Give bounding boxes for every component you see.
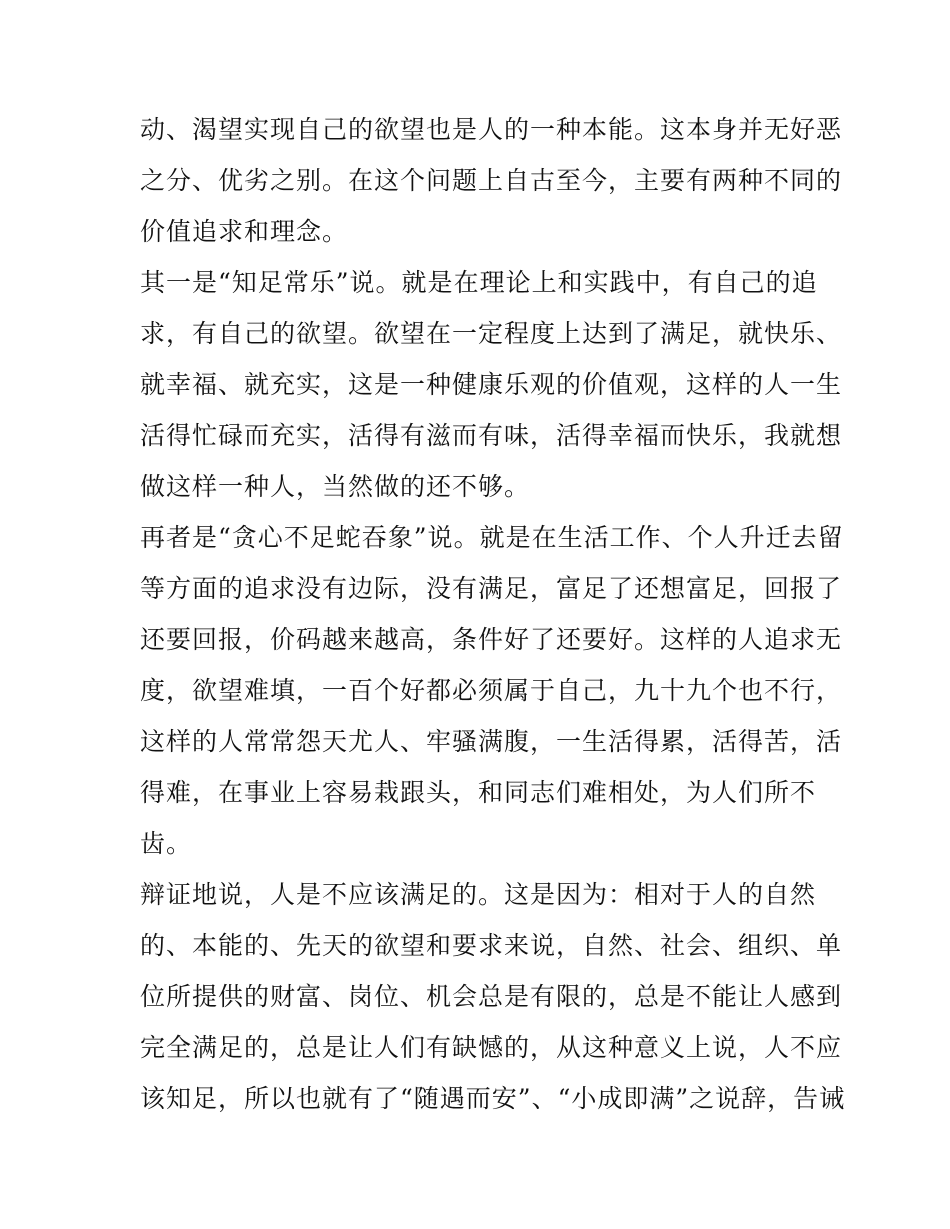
text-line: 该知足，所以也就有了“随遇而安”、“小成即满”之说辞，告诫 — [140, 1084, 846, 1113]
text-line: 求，有自己的欲望。欲望在一定程度上达到了满足，就快乐、 — [140, 319, 843, 348]
text-line: 活得忙碌而充实，活得有滋而有味，活得幸福而快乐，我就想 — [140, 421, 843, 450]
text-line: 完全满足的，总是让人们有缺憾的，从这种意义上说，人不应 — [140, 1033, 843, 1062]
text-line: 做这样一种人，当然做的还不够。 — [140, 472, 531, 501]
text-line: 还要回报，价码越来越高，条件好了还要好。这样的人追求无 — [140, 625, 843, 654]
text-line: 动、渴望实现自己的欲望也是人的一种本能。这本身并无好恶 — [140, 115, 843, 144]
text-line: 之分、优劣之别。在这个问题上自古至今，主要有两种不同的 — [140, 166, 843, 195]
text-line: 就幸福、就充实，这是一种健康乐观的价值观，这样的人一生 — [140, 370, 843, 399]
text-line: 度，欲望难填，一百个好都必须属于自己，九十九个也不行， — [140, 676, 843, 705]
text-line: 其一是“知足常乐”说。就是在理论上和实践中，有自己的追 — [140, 268, 818, 297]
text-line: 这样的人常常怨天尤人、牢骚满腹，一生活得累，活得苦，活 — [140, 727, 843, 756]
text-line: 等方面的追求没有边际，没有满足，富足了还想富足，回报了 — [140, 574, 843, 603]
text-line: 齿。 — [140, 829, 193, 858]
text-line: 价值追求和理念。 — [140, 217, 349, 246]
text-line: 得难，在事业上容易栽跟头，和同志们难相处，为人们所不 — [140, 778, 817, 807]
text-line: 位所提供的财富、岗位、机会总是有限的，总是不能让人感到 — [140, 982, 843, 1011]
text-line: 再者是“贪心不足蛇吞象”说。就是在生活工作、个人升迁去留 — [140, 523, 844, 552]
text-line: 的、本能的、先天的欲望和要求来说，自然、社会、组织、单 — [140, 931, 843, 960]
body-text — [140, 104, 846, 1124]
text-line: 辩证地说，人是不应该满足的。这是因为：相对于人的自然 — [140, 880, 817, 909]
